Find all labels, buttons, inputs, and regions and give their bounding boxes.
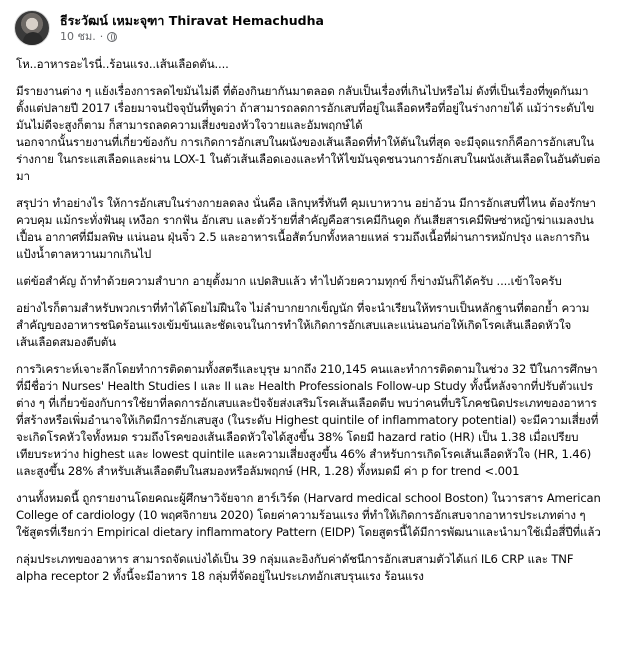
author-name[interactable]: ธีระวัฒน์ เหมะจุฑา Thiravat Hemachudha [60,12,324,28]
post-time[interactable]: 10 ชม. [60,29,96,43]
post-time-row [60,30,324,44]
post-meta [60,13,324,44]
globe-icon[interactable] [107,32,117,42]
post-header [14,6,324,50]
post-paragraph-3: สรุปว่า ทำอย่างไร ให้การอักเสบในร่างกายลดลง นั่นคือ เลิกบุหรี่ทันที คุมเบาหวาน อย่าอ้วน มีการอักเสบที่ไหน ต้องรักษา ควบคุม แม้กระทั่งฟันผุ เหงือก รากฟัน อักเสบ และตัวร้ายที่สำคัญคือสารเคมีกินดูด กันเสียสารเคมีพิษซ่าหญ้าฆ่าแมลงปนเปื้อน อากาศที่มีมลพิษ แน่นอน ฝุ่นจิ๋ว 2.5 และอาหารเนื้อสัตว์บกทั้งหลายแหล่ รวมถึงเนื้อที่ผ่านการหมักปรุง และการกินแป้งน้ำตาลหวานมากเกินไป [16,196,596,261]
post-paragraph-2: มีรายงานต่าง ๆ แย้งเรื่องการลดไขมันไม่ดี ที่ต้องกินยากันมาตลอด กลับเป็นเรื่องที่เกินไปหรือไม่ ดังที่เป็นเรื่องที่พูดกันมาตั้งแต่ปลายปี 2017 เรื่อยมาจนปัจจุบันที่พูดว่า ถ้าสามารถลดการอักเสบที่อยู่ในเลือดหรือที่อยู่ในร่างกายได้ แม้ว่าระดับไขมันไม่ดีจะสูงก็ตาม ก็สามารถลดความเสี่ยงของหัวใจวายและอัมพฤกษ์ได้ นอกจากนั้นรายงานที่เกี่ยวข้องกับ การเกิดการอักเสบในผนังของเส้นเลือดที่ทำให้ตันในที่สุด จะมีจุดแรกก็คือการอักเสบในร่างกาย ในกระแสเลือดและผ่าน LOX-1 ในตัวเส้นเลือดเองและทำให้ไขมันจุดชนวนการอักเสบในผนังเส้นเลือดในอันดับต่อมา [16,84,601,183]
post-paragraph-8: กลุ่มประเภทของอาหาร สามารถจัดแบ่งได้เป็น 39 กลุ่มและอิงกับค่าดัชนีการอักเสบสามตัวได้แก่ IL6 CRP และ TNF alpha receptor 2 ทั้งนี้จะมีอาหาร 18 กลุ่มที่จัดอยู่ในประเภทอักเสบรุนแรง ร้อนแรง [16,552,574,583]
post-paragraph-7: งานทั้งหมดนี้ ถูกรายงานโดยคณะผู้ศึกษาวิจัยจาก ฮาร์เวิร์ด (Harvard medical school Boston) ในวารสาร American College of cardiology (10 พฤศจิกายน 2020) โดยค่าความร้อนแรง ที่ทำให้เกิดการอักเสบจากอาหารประเภทต่าง ๆ ใช้สูตรที่เรียกว่า Empirical dietary inflammatory Pattern (EIDP) โดยสูตรนี้ได้มีการพัฒนาและนำมาใช้เมื่อสี่ปีที่แล้ว [16,491,601,539]
post-paragraph-4: แต่ข้อสำคัญ ถ้าทำด้วยความสำบาก อายุตั้งมาก แปดสิบแล้ว ทำไปด้วยความทุกข์ ก็ข่างมันก็ได้ครับ ....เข้าใจครับ [16,274,562,288]
post-paragraph-6: การวิเคราะห์เจาะลึกโดยทำการติดตามทั้งสตรีและบุรุษ มากถึง 210,145 คนและทำการติดตามในช่วง 32 ปีในการศึกษา ที่มีชื่อว่า Nurses' Health Studies I และ II และ Health Professionals Follow-up Study ทั้งนี้หลังจากที่ปรับตัวแปร ต่าง ๆ ที่เกี่ยวข้องกับการใช้ยาที่ลดการอักเสบและปัจจัยส่งเสริมโรคเส้นเลือดตีบ พบว่าคนที่บริโภคชนิดประเภทของอาหารที่สร้างหรือเพิ่มอำนาจให้เกิดมีการอักเสบสูง (ในระดับ Highest quintile of inflammatory potential) จะมีความเสี่ยงที่จะเกิดโรคหัวใจทั้งหมด รวมถึงโรคของเส้นเลือดหัวใจได้สูงขึ้น 38% โดยมี hazard ratio (HR) เป็น 1.38 เมื่อเปรียบเทียบระหว่าง highest และ lowest quintile และความเสี่ยงสูงขึ้น 46% สำหรับการเกิดโรคเส้นเลือดหัวใจ (HR, 1.46) และสูงขึ้น 28% สำหรับเส้นเลือดตีบในสมองหรือลัมพฤกษ์ (HR, 1.28) ทั้งหมดมี ค่า p for trend <.001 [16,362,599,478]
post-paragraph-5: อย่างไรก็ตามสำหรับพวกเราที่ทำได้โดยไม่ฝืนใจ ไม่ลำบากยากเข็ญนัก ที่จะนำเรียนให้ทราบเป็นหลักฐานที่ตอกย้ำ ความสำคัญของอาหารชนิดร้อนแรงเข้มข้นและชัดเจนในการทำให้เกิดการอักเสบและแน่นอนก่อให้เกิดโรคเส้นเลือดหัวใจ เส้นเลือดสมองตีบตัน [16,301,590,349]
separator-dot: · [99,29,104,43]
author-avatar[interactable] [14,10,50,46]
post-body [16,56,601,591]
post-paragraph-1: โห..อาหารอะไรนี่..ร้อนแรง..เส้นเลือดตัน.... [16,57,229,71]
